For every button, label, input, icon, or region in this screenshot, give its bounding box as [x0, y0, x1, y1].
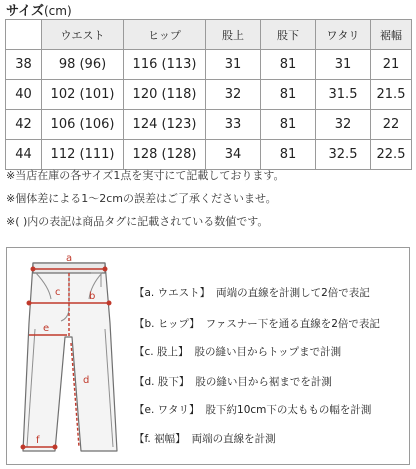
table-cell: 81	[261, 80, 316, 110]
note-tolerance: ※個体差による1〜2cmの誤差はご了承くださいませ。	[6, 192, 277, 205]
header-cell-size	[6, 20, 42, 50]
guide-key: 【b. ヒップ】	[134, 318, 200, 330]
table-cell: 38	[6, 50, 42, 80]
guide-item-thigh	[134, 402, 371, 417]
label-b: b	[89, 291, 96, 302]
table-cell: 34	[206, 140, 261, 170]
header-cell-hem: 裾幅	[371, 20, 412, 50]
guide-item-hip	[134, 316, 380, 331]
measure-point-f-left	[21, 445, 25, 449]
table-cell: 81	[261, 140, 316, 170]
guide-key: 【c. 股上】	[134, 346, 189, 358]
table-cell: 81	[261, 50, 316, 80]
table-cell: 22.5	[371, 140, 412, 170]
label-f: f	[36, 435, 40, 446]
table-cell: 120 (118)	[124, 80, 206, 110]
table-cell: 102 (101)	[42, 80, 124, 110]
table-cell: 81	[261, 110, 316, 140]
header-cell-inseam: 股下	[261, 20, 316, 50]
table-cell: 32	[206, 80, 261, 110]
label-a: a	[66, 253, 73, 264]
measure-point-a-left	[31, 267, 35, 271]
header-cell-rise: 股上	[206, 20, 261, 50]
table-cell: 106 (106)	[42, 110, 124, 140]
table-cell: 98 (96)	[42, 50, 124, 80]
guide-item-rise	[134, 344, 341, 359]
note-actual-measurement: ※当店在庫の各サイズ1点を実寸にて記載しております。	[6, 169, 285, 182]
table-cell: 44	[6, 140, 42, 170]
table-cell: 21.5	[371, 80, 412, 110]
guide-item-hem	[134, 431, 276, 446]
guide-desc: 両端の直線を計測	[191, 433, 276, 445]
table-cell: 31	[316, 50, 371, 80]
measure-point-a-right	[103, 267, 107, 271]
table-cell: 22	[371, 110, 412, 140]
size-title	[6, 0, 72, 20]
table-cell: 31.5	[316, 80, 371, 110]
table-cell: 42	[6, 110, 42, 140]
measure-point-f-right	[53, 445, 57, 449]
header-cell-hip: ヒップ	[124, 20, 206, 50]
table-cell: 116 (113)	[124, 50, 206, 80]
size-title-text: サイズ	[6, 4, 44, 19]
table-cell: 112 (111)	[42, 140, 124, 170]
guide-key: 【d. 股下】	[134, 376, 190, 388]
table-cell: 124 (123)	[124, 110, 206, 140]
guide-item-inseam	[134, 374, 332, 389]
table-cell: 33	[206, 110, 261, 140]
table-header-row	[6, 20, 412, 50]
pants-outline	[23, 263, 117, 451]
table-row	[6, 140, 412, 170]
table-cell: 40	[6, 80, 42, 110]
note-tag-values: ※( )内の表記は商品タグに記載されている数値です。	[6, 215, 269, 228]
header-cell-waist: ウエスト	[42, 20, 124, 50]
measure-point-b-left	[27, 301, 31, 305]
table-row	[6, 80, 412, 110]
pants-diagram	[9, 251, 131, 463]
table-row	[6, 50, 412, 80]
size-table	[5, 19, 412, 170]
label-d: d	[83, 375, 90, 386]
guide-desc: 股の縫い目からトップまで計測	[194, 346, 342, 358]
label-c: c	[55, 287, 61, 298]
table-cell: 32.5	[316, 140, 371, 170]
guide-key: 【a. ウエスト】	[134, 287, 211, 299]
table-cell: 128 (128)	[124, 140, 206, 170]
guide-key: 【f. 裾幅】	[134, 433, 186, 445]
table-row	[6, 110, 412, 140]
size-unit: (cm)	[43, 4, 72, 18]
guide-desc: 両端の直線を計測して2倍で表記	[216, 287, 370, 299]
table-cell: 31	[206, 50, 261, 80]
pants-waistband	[33, 263, 105, 273]
label-e: e	[43, 323, 50, 334]
table-cell: 21	[371, 50, 412, 80]
header-cell-thigh: ワタリ	[316, 20, 371, 50]
guide-key: 【e. ワタリ】	[134, 404, 200, 416]
table-cell: 32	[316, 110, 371, 140]
guide-desc: ファスナー下を通る直線を2倍で表記	[205, 318, 380, 330]
guide-desc: 股の縫い目から裾までを計測	[195, 376, 332, 388]
measure-point-b-right	[107, 301, 111, 305]
guide-desc: 股下約10cm下の太ももの幅を計測	[205, 404, 372, 416]
guide-item-waist	[134, 285, 370, 300]
